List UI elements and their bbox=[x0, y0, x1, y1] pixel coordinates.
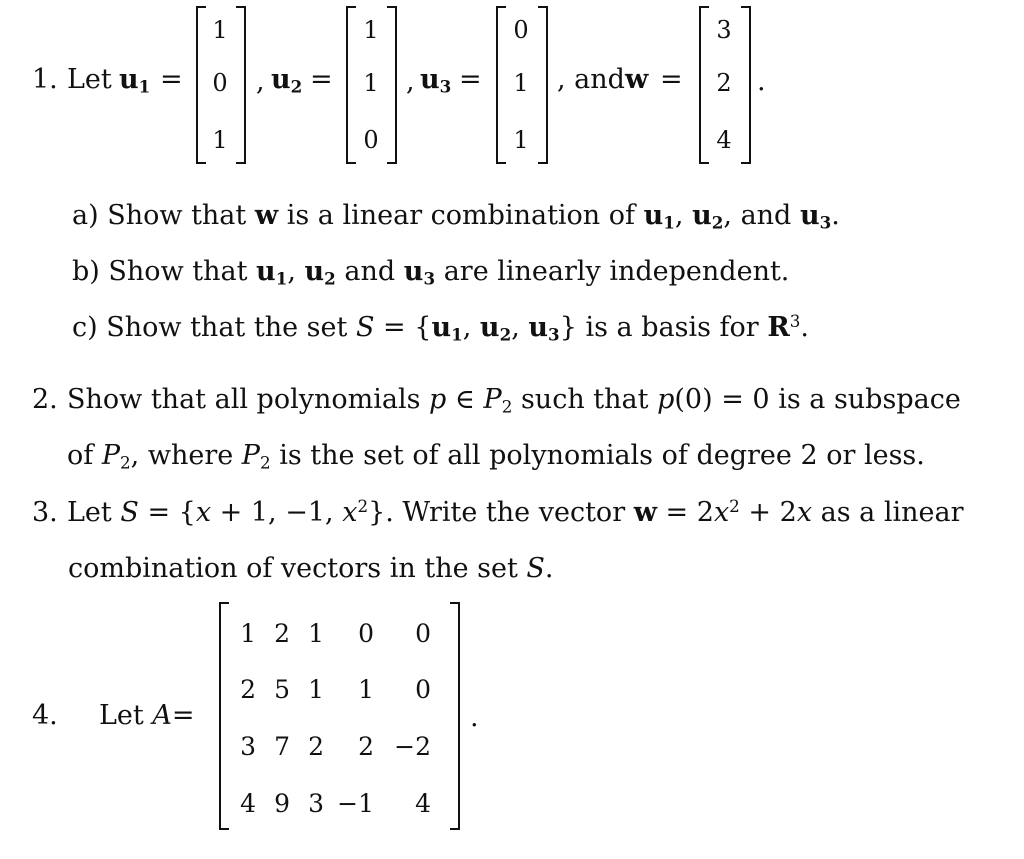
matrix-entry: 2 bbox=[240, 675, 256, 704]
part-a: a) Show that w is a linear combination of $u_1$, $u_2$, and $u_3$. bbox=[72, 200, 840, 233]
matrix-entry: −1 bbox=[337, 789, 374, 818]
matrix-entry: −2 bbox=[394, 732, 431, 761]
u1-equals: = bbox=[160, 64, 183, 95]
comma: , bbox=[256, 66, 265, 97]
u2-entry: 1 bbox=[363, 69, 379, 97]
matrix-entry: 0 bbox=[415, 675, 431, 704]
problem-2-line-2: of $P_2$, where $P_2$ is the set of all polynomials of degree 2 or less. bbox=[67, 440, 925, 473]
matrix-entry: 5 bbox=[274, 675, 290, 704]
u3-entry: 0 bbox=[513, 16, 529, 44]
u3-label: $u_3$ bbox=[420, 64, 452, 97]
period: . bbox=[470, 702, 479, 733]
matrix-entry: 3 bbox=[240, 732, 256, 761]
part-c: c) Show that the set $S = \{u_1$, $u_2$, $u_3$} is a basis for $R^3$. bbox=[72, 310, 810, 345]
and-text: , and bbox=[557, 64, 625, 95]
problem-2-line-1: Show that all polynomials p ∈ $P_2$ such that p(0) = 0 is a subspace bbox=[67, 384, 961, 417]
matrix-entry: 3 bbox=[308, 789, 324, 818]
problem-3-line-1: Let S = {x + 1, −1, $x^2$}. Write the vector $w = 2x^2 + 2x$ as a linear bbox=[67, 495, 964, 528]
problem-4-let: Let A= bbox=[99, 700, 195, 731]
part-a-label: a) bbox=[72, 200, 99, 231]
problem-3-line-2: combination of vectors in the set S. bbox=[68, 553, 554, 584]
matrix-entry: 4 bbox=[240, 789, 256, 818]
u3-entry: 1 bbox=[513, 126, 529, 154]
u2-entry: 1 bbox=[363, 16, 379, 44]
u1-entry: 1 bbox=[212, 126, 228, 154]
w-entry: 4 bbox=[716, 126, 732, 154]
problem-4-number: 4. bbox=[32, 700, 58, 731]
problem-1-number: 1. bbox=[32, 64, 58, 95]
u3-equals: = bbox=[459, 64, 482, 95]
w-entry: 2 bbox=[716, 69, 732, 97]
u1-entry: 0 bbox=[212, 69, 228, 97]
matrix-entry: 1 bbox=[308, 619, 324, 648]
part-b-label: b) bbox=[72, 256, 100, 287]
u1-entry: 1 bbox=[212, 16, 228, 44]
u1-label: $u_1$ bbox=[119, 64, 151, 97]
matrix-entry: 2 bbox=[308, 732, 324, 761]
period: . bbox=[757, 66, 766, 97]
u2-label: $u_2$ bbox=[271, 64, 303, 97]
matrix-entry: 2 bbox=[274, 619, 290, 648]
part-b: b) Show that $u_1$, $u_2$ and $u_3$ are linearly independent. bbox=[72, 256, 790, 289]
u3-entry: 1 bbox=[513, 69, 529, 97]
comma: , bbox=[406, 66, 415, 97]
matrix-entry: 1 bbox=[308, 675, 324, 704]
matrix-entry: 9 bbox=[274, 789, 290, 818]
problem-2-number: 2. bbox=[32, 384, 58, 415]
matrix-entry: 2 bbox=[358, 732, 374, 761]
matrix-entry: 7 bbox=[274, 732, 290, 761]
w-label: w bbox=[625, 64, 649, 95]
w-equals: = bbox=[660, 64, 683, 95]
u2-entry: 0 bbox=[363, 126, 379, 154]
matrix-entry: 4 bbox=[415, 789, 431, 818]
matrix-entry: 1 bbox=[358, 675, 374, 704]
part-c-label: c) bbox=[72, 312, 98, 343]
problem-1-let: Let bbox=[67, 64, 112, 95]
matrix-entry: 0 bbox=[358, 619, 374, 648]
w-entry: 3 bbox=[716, 16, 732, 44]
matrix-entry: 1 bbox=[240, 619, 256, 648]
problem-3-number: 3. bbox=[32, 497, 58, 528]
matrix-entry: 0 bbox=[415, 619, 431, 648]
u2-equals: = bbox=[310, 64, 333, 95]
